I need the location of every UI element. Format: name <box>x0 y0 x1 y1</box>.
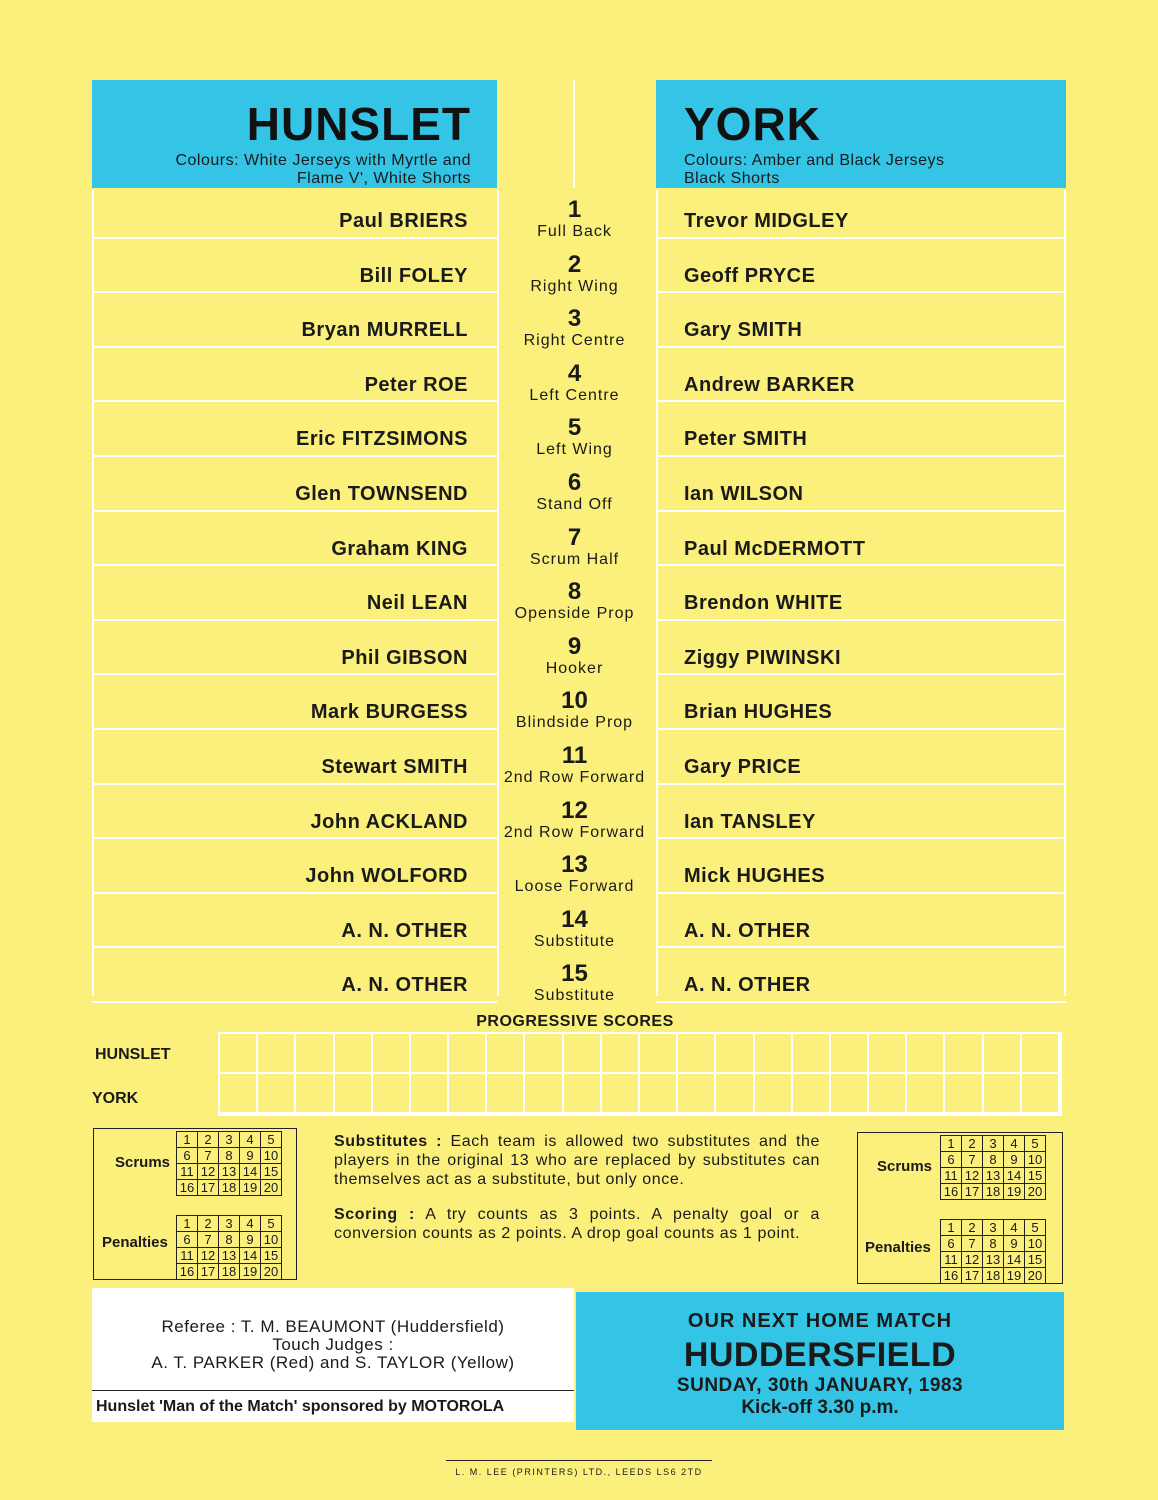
score-cell[interactable] <box>831 1034 869 1074</box>
home-row-line <box>92 1001 497 1003</box>
position-number: 9 <box>567 632 582 660</box>
position-title: Full Back <box>537 223 612 240</box>
tally-cell: 14 <box>1004 1168 1025 1184</box>
home-player-name: Phil GIBSON <box>341 646 468 669</box>
home-player-name: Glen TOWNSEND <box>295 483 468 505</box>
tally-cell: 9 <box>1004 1152 1025 1168</box>
away-player-name: Ian TANSLEY <box>684 810 816 833</box>
tally-cell: 19 <box>240 1180 261 1196</box>
motm-divider <box>92 1390 574 1391</box>
position-label <box>497 853 652 897</box>
home-team-colours <box>92 152 471 188</box>
tally-cell: 16 <box>941 1268 962 1284</box>
substitutes-rule-title: Substitutes : <box>334 1133 443 1150</box>
tally-cell: 17 <box>198 1264 219 1280</box>
position-label <box>497 905 652 952</box>
position-number: 12 <box>561 796 588 824</box>
tally-cell: 16 <box>177 1180 198 1196</box>
home-player-name: Paul BRIERS <box>339 210 468 232</box>
position-label <box>497 307 652 351</box>
tally-cell: 4 <box>240 1132 261 1148</box>
tally-cell: 12 <box>962 1168 983 1184</box>
home-colours-line-2: Flame V', White Shorts <box>296 170 471 187</box>
position-number: 15 <box>561 960 588 988</box>
tally-cell: 12 <box>198 1248 219 1264</box>
position-number: 7 <box>567 523 582 551</box>
progressive-scores-grid <box>218 1032 1062 1116</box>
home-row-line <box>92 291 497 293</box>
man-of-the-match-sponsor: Hunslet 'Man of the Match' sponsored by MOTOROLA <box>96 1398 505 1415</box>
position-title: Loose Forward <box>514 878 635 896</box>
tally-cell: 3 <box>983 1220 1004 1236</box>
tally-cell: 12 <box>962 1252 983 1268</box>
tally-cell: 13 <box>219 1164 240 1180</box>
tally-cell: 1 <box>177 1216 198 1232</box>
tally-cell: 17 <box>962 1184 983 1200</box>
tally-cell: 2 <box>198 1216 219 1232</box>
away-row-line <box>656 728 1066 730</box>
score-cell[interactable] <box>755 1034 793 1074</box>
score-cell[interactable] <box>373 1034 411 1074</box>
position-title: Right Centre <box>523 332 626 350</box>
scoring-rule <box>334 1205 820 1243</box>
tally-cell: 2 <box>962 1136 983 1152</box>
position-label <box>497 250 652 297</box>
score-cell[interactable] <box>945 1074 983 1114</box>
score-cell[interactable] <box>525 1034 563 1074</box>
score-cell[interactable] <box>564 1074 602 1114</box>
tally-cell: 19 <box>1004 1184 1025 1200</box>
score-cell[interactable] <box>907 1034 945 1074</box>
away-colours-line-2: Black Shorts <box>684 170 780 187</box>
away-player-name: Peter SMITH <box>684 428 808 451</box>
progressive-away-label: YORK <box>92 1090 139 1107</box>
tally-cell: 13 <box>983 1252 1004 1268</box>
tally-cell: 3 <box>219 1132 240 1148</box>
tally-cell: 8 <box>983 1152 1004 1168</box>
position-label <box>497 580 652 624</box>
home-player-name: Graham KING <box>331 537 468 560</box>
away-row-line <box>656 291 1066 293</box>
position-label <box>497 962 652 1006</box>
position-label <box>497 198 652 242</box>
home-player-name: Eric FITZSIMONS <box>296 428 468 451</box>
away-row-line <box>656 673 1066 675</box>
away-player-name: Ziggy PIWINSKI <box>684 646 841 669</box>
position-label <box>497 416 652 460</box>
tally-cell: 19 <box>240 1264 261 1280</box>
position-title: 2nd Row Forward <box>503 769 646 786</box>
position-number: 11 <box>561 742 588 769</box>
home-player-name: Stewart SMITH <box>321 756 468 778</box>
away-player-name: Andrew BARKER <box>684 373 855 396</box>
home-penalties-label: Penalties <box>102 1234 168 1251</box>
tally-cell: 9 <box>1004 1236 1025 1252</box>
score-cell[interactable] <box>716 1074 754 1114</box>
score-cell[interactable] <box>793 1034 831 1074</box>
position-label <box>497 744 652 788</box>
home-player-name: John ACKLAND <box>310 810 468 833</box>
score-cell[interactable] <box>220 1034 258 1074</box>
home-scrums-grid <box>176 1131 282 1196</box>
tally-cell: 15 <box>1025 1252 1046 1268</box>
away-penalties-label: Penalties <box>865 1239 931 1256</box>
header-centre-gap <box>497 80 656 188</box>
home-row-line <box>92 237 497 239</box>
score-cell[interactable] <box>487 1074 525 1114</box>
score-cell[interactable] <box>525 1074 563 1114</box>
touch-judges-title: Touch Judges : <box>272 1335 394 1354</box>
tally-cell: 7 <box>198 1232 219 1248</box>
score-cell[interactable] <box>258 1034 296 1074</box>
away-player-name: Gary SMITH <box>684 319 803 342</box>
tally-cell: 7 <box>962 1152 983 1168</box>
position-number: 8 <box>567 578 582 606</box>
home-player-name: A. N. OTHER <box>341 919 468 942</box>
score-cell[interactable] <box>335 1074 373 1114</box>
home-row-line <box>92 564 497 566</box>
away-scrums-label: Scrums <box>877 1158 933 1175</box>
away-player-name: Gary PRICE <box>684 756 802 778</box>
score-cell[interactable] <box>678 1034 716 1074</box>
score-cell[interactable] <box>678 1074 716 1114</box>
away-row-line <box>656 510 1066 512</box>
tally-cell: 10 <box>261 1148 282 1164</box>
tally-cell: 6 <box>941 1152 962 1168</box>
tally-cell: 1 <box>941 1136 962 1152</box>
score-cell[interactable] <box>449 1034 487 1074</box>
away-row-line <box>656 837 1066 839</box>
referee-line: Referee : T. M. BEAUMONT (Huddersfield) <box>161 1317 505 1336</box>
progressive-scores-title: PROGRESSIVE SCORES <box>476 1013 674 1030</box>
position-number: 3 <box>567 305 582 333</box>
position-title: Scrum Half <box>529 550 620 568</box>
tally-cell: 8 <box>983 1236 1004 1252</box>
away-player-name: Ian WILSON <box>684 483 804 505</box>
score-cell[interactable] <box>335 1034 373 1074</box>
touch-judges-line: A. T. PARKER (Red) and S. TAYLOR (Yellow) <box>151 1353 515 1372</box>
officials-panel <box>92 1288 574 1422</box>
position-title: Right Wing <box>530 277 619 295</box>
next-match-kickoff: Kick-off 3.30 p.m. <box>741 1397 899 1418</box>
score-cell[interactable] <box>869 1074 907 1114</box>
tally-cell: 7 <box>198 1148 219 1164</box>
tally-cell: 2 <box>962 1220 983 1236</box>
position-title: Left Wing <box>536 441 613 459</box>
position-number: 1 <box>567 196 582 223</box>
away-row-line <box>656 619 1066 621</box>
score-cell[interactable] <box>296 1034 334 1074</box>
position-title: 2nd Row Forward <box>503 823 646 841</box>
tally-cell: 5 <box>261 1216 282 1232</box>
printer-imprint: L. M. LEE (PRINTERS) LTD., LEEDS LS6 2TD <box>446 1460 712 1477</box>
column-divider <box>497 190 499 996</box>
away-team-colours <box>684 152 1066 188</box>
tally-cell: 13 <box>219 1248 240 1264</box>
tally-cell: 5 <box>1025 1136 1046 1152</box>
away-colours-line-1: Colours: Amber and Black Jerseys <box>684 152 945 169</box>
tally-cell: 6 <box>941 1236 962 1252</box>
home-row-line <box>92 510 497 512</box>
home-row-line <box>92 400 497 402</box>
home-player-name: John WOLFORD <box>305 865 468 888</box>
score-cell[interactable] <box>640 1074 678 1114</box>
home-scrums-label: Scrums <box>115 1154 171 1171</box>
position-label <box>497 689 652 733</box>
tally-cell: 14 <box>240 1248 261 1264</box>
home-row-line <box>92 837 497 839</box>
away-row-line <box>656 564 1066 566</box>
tally-cell: 9 <box>240 1148 261 1164</box>
rules-text <box>334 1132 820 1259</box>
score-cell[interactable] <box>602 1074 640 1114</box>
tally-cell: 10 <box>1025 1236 1046 1252</box>
tally-cell: 12 <box>198 1164 219 1180</box>
outer-border <box>1064 190 1066 996</box>
score-cell[interactable] <box>220 1074 258 1114</box>
position-title: Blindside Prop <box>515 714 634 732</box>
tally-cell: 1 <box>177 1132 198 1148</box>
away-player-name: Trevor MIDGLEY <box>684 210 849 232</box>
position-number: 2 <box>567 250 582 278</box>
score-cell[interactable] <box>258 1074 296 1114</box>
away-tally-box <box>857 1132 1063 1284</box>
tally-cell: 8 <box>219 1232 240 1248</box>
home-row-line <box>92 455 497 457</box>
position-number: 5 <box>567 414 582 442</box>
home-row-line <box>92 673 497 675</box>
tally-cell: 15 <box>1025 1168 1046 1184</box>
home-row-line <box>92 728 497 730</box>
position-label <box>497 359 652 406</box>
score-cell[interactable] <box>869 1034 907 1074</box>
tally-cell: 17 <box>962 1268 983 1284</box>
tally-cell: 9 <box>240 1232 261 1248</box>
position-title: Substitute <box>533 932 616 950</box>
tally-cell: 5 <box>261 1132 282 1148</box>
score-cell[interactable] <box>487 1034 525 1074</box>
position-label <box>497 632 652 679</box>
position-number: 6 <box>567 469 582 496</box>
away-player-name: Brian HUGHES <box>684 701 833 724</box>
scoring-rule-title: Scoring : <box>334 1206 415 1223</box>
tally-cell: 3 <box>983 1136 1004 1152</box>
tally-cell: 18 <box>219 1264 240 1280</box>
score-cell[interactable] <box>1022 1074 1060 1114</box>
away-row-line <box>656 783 1066 785</box>
tally-cell: 13 <box>983 1168 1004 1184</box>
tally-cell: 19 <box>1004 1268 1025 1284</box>
tally-cell: 4 <box>1004 1136 1025 1152</box>
scoring-rule-text: A try counts as 3 points. A penalty goal or a conversion counts as 2 points. A drop goal counts as 1 point. <box>334 1206 820 1242</box>
tally-cell: 15 <box>261 1164 282 1180</box>
tally-cell: 4 <box>1004 1220 1025 1236</box>
away-row-line <box>656 946 1066 948</box>
away-row-line <box>656 346 1066 348</box>
tally-cell: 5 <box>1025 1220 1046 1236</box>
score-cell[interactable] <box>411 1074 449 1114</box>
away-player-name: Paul McDERMOTT <box>684 537 866 560</box>
home-player-name: Bill FOLEY <box>359 264 468 287</box>
tally-cell: 6 <box>177 1232 198 1248</box>
score-cell[interactable] <box>1022 1034 1060 1074</box>
home-row-line <box>92 346 497 348</box>
tally-cell: 14 <box>240 1164 261 1180</box>
home-penalties-grid <box>176 1215 282 1280</box>
position-label <box>497 523 652 570</box>
home-player-name: Bryan MURRELL <box>301 319 468 342</box>
home-player-name: Mark BURGESS <box>310 701 468 724</box>
tally-cell: 18 <box>219 1180 240 1196</box>
tally-cell: 11 <box>941 1252 962 1268</box>
home-player-name: Peter ROE <box>364 373 468 396</box>
score-cell[interactable] <box>296 1074 334 1114</box>
tally-cell: 15 <box>261 1248 282 1264</box>
score-cell[interactable] <box>716 1034 754 1074</box>
tally-cell: 20 <box>1025 1268 1046 1284</box>
tally-cell: 10 <box>1025 1152 1046 1168</box>
position-number: 4 <box>567 359 582 387</box>
away-player-name: Mick HUGHES <box>684 865 826 888</box>
away-row-line <box>656 400 1066 402</box>
next-match-date: SUNDAY, 30th JANUARY, 1983 <box>676 1375 964 1396</box>
centre-divider <box>573 80 575 188</box>
away-row-line <box>656 455 1066 457</box>
position-title: Substitute <box>533 987 616 1005</box>
score-cell[interactable] <box>984 1074 1022 1114</box>
next-home-match-panel <box>576 1292 1064 1430</box>
score-cell[interactable] <box>793 1074 831 1114</box>
position-label <box>497 471 652 515</box>
column-divider <box>656 190 658 996</box>
away-player-name: Geoff PRYCE <box>684 264 816 287</box>
tally-cell: 11 <box>177 1248 198 1264</box>
home-row-line <box>92 946 497 948</box>
tally-cell: 16 <box>941 1184 962 1200</box>
position-title: Openside Prop <box>514 605 635 623</box>
score-cell[interactable] <box>907 1074 945 1114</box>
score-cell[interactable] <box>411 1034 449 1074</box>
position-number: 14 <box>561 905 588 933</box>
tally-cell: 3 <box>219 1216 240 1232</box>
tally-cell: 11 <box>941 1168 962 1184</box>
home-team-name: HUNSLET <box>246 98 471 150</box>
score-cell[interactable] <box>640 1034 678 1074</box>
tally-cell: 16 <box>177 1264 198 1280</box>
home-player-name: Neil LEAN <box>366 592 468 615</box>
away-team-name: YORK <box>684 98 821 150</box>
tally-cell: 14 <box>1004 1252 1025 1268</box>
tally-cell: 10 <box>261 1232 282 1248</box>
score-cell[interactable] <box>755 1074 793 1114</box>
tally-cell: 20 <box>261 1264 282 1280</box>
away-row-line <box>656 1001 1066 1003</box>
score-cell[interactable] <box>449 1074 487 1114</box>
tally-cell: 20 <box>261 1180 282 1196</box>
away-row-line <box>656 237 1066 239</box>
home-tally-box <box>93 1128 297 1280</box>
tally-cell: 2 <box>198 1132 219 1148</box>
score-cell[interactable] <box>831 1074 869 1114</box>
home-row-line <box>92 892 497 894</box>
away-player-name: A. N. OTHER <box>684 919 811 942</box>
away-penalties-grid <box>940 1219 1046 1284</box>
home-row-line <box>92 619 497 621</box>
away-player-name: Brendon WHITE <box>684 592 843 615</box>
officials-text <box>92 1318 574 1372</box>
score-cell[interactable] <box>602 1034 640 1074</box>
next-match-heading: OUR NEXT HOME MATCH <box>687 1310 953 1332</box>
tally-cell: 8 <box>219 1148 240 1164</box>
score-cell[interactable] <box>564 1034 602 1074</box>
position-title: Stand Off <box>536 496 613 513</box>
tally-cell: 20 <box>1025 1184 1046 1200</box>
away-scrums-grid <box>940 1135 1046 1200</box>
next-match-opponent: HUDDERSFIELD <box>683 1336 957 1374</box>
position-label <box>497 796 652 843</box>
home-colours-line-1: Colours: White Jerseys with Myrtle and <box>175 152 471 169</box>
tally-cell: 6 <box>177 1148 198 1164</box>
away-team-header <box>656 80 1066 188</box>
position-number: 13 <box>561 851 588 879</box>
home-team-header <box>92 80 497 188</box>
tally-cell: 18 <box>983 1268 1004 1284</box>
score-cell[interactable] <box>984 1034 1022 1074</box>
position-title: Left Centre <box>529 386 620 404</box>
away-player-name: A. N. OTHER <box>684 974 811 997</box>
substitutes-rule-text: Each team is allowed two substitutes and the players in the original 13 who are replaced by substitutes can themselves act as a substitute, but only once. <box>334 1133 820 1188</box>
tally-cell: 4 <box>240 1216 261 1232</box>
progressive-home-label: HUNSLET <box>95 1046 171 1063</box>
score-cell[interactable] <box>373 1074 411 1114</box>
home-player-name: A. N. OTHER <box>341 974 468 997</box>
score-cell[interactable] <box>945 1034 983 1074</box>
home-row-line <box>92 783 497 785</box>
tally-cell: 11 <box>177 1164 198 1180</box>
tally-cell: 18 <box>983 1184 1004 1200</box>
position-title: Hooker <box>545 659 604 677</box>
away-row-line <box>656 892 1066 894</box>
outer-border <box>92 190 94 996</box>
substitutes-rule <box>334 1132 820 1189</box>
tally-cell: 1 <box>941 1220 962 1236</box>
tally-cell: 7 <box>962 1236 983 1252</box>
tally-cell: 17 <box>198 1180 219 1196</box>
position-number: 10 <box>561 687 588 715</box>
